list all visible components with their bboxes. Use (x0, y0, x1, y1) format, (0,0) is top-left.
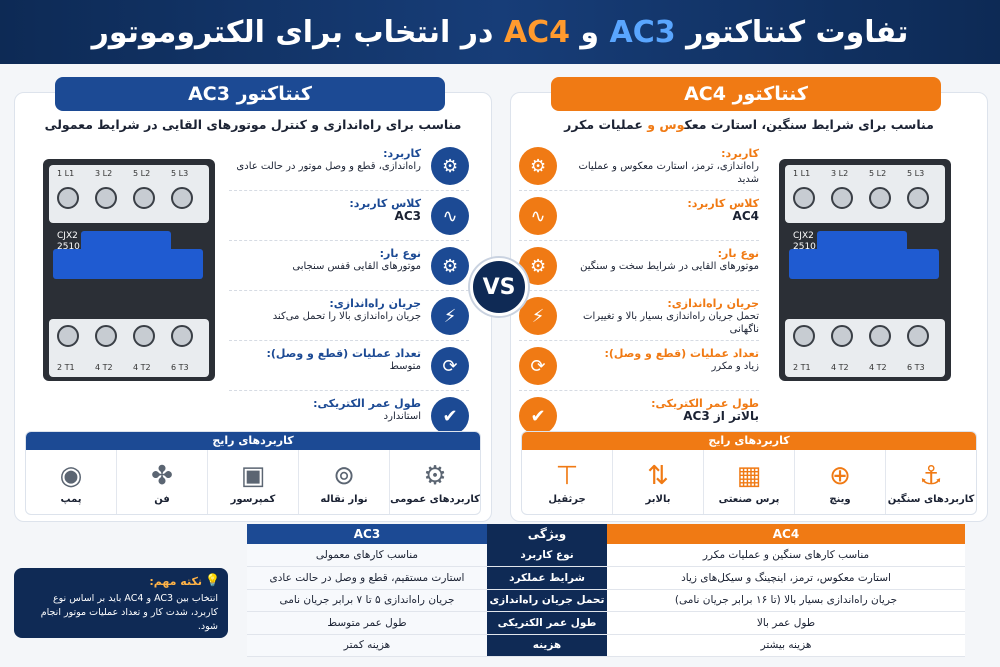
app-winch: ⊕ وینچ (794, 450, 885, 515)
ac3-contactor-image: 1 L1 3 L2 5 L2 5 L3 CJX2 2510 2 T1 4 T2 4 T2 6 T3 (33, 151, 223, 386)
ac3-panel (14, 83, 492, 522)
apps-title: کاربردهای رایج (522, 432, 976, 450)
pump-icon: ◉ (59, 460, 83, 491)
spec-row: ∿ کلاس کاربرد: AC3 (229, 191, 469, 241)
col-ac4: AC4 (607, 524, 965, 544)
table-row: هزینه بیشتر هزینه هزینه کمتر (247, 634, 965, 657)
elevator-icon: ⇅ (647, 460, 669, 491)
table-row: جریان راه‌اندازی بسیار بالا (تا ۱۶ برابر جریان نامی) تحمل جریان راه‌اندازی جریان راه‌اندازی ۵ تا ۷ برابر جریان نامی (247, 589, 965, 612)
hook-icon: ⚓ (919, 460, 943, 491)
motor-icon: ⚙ (423, 460, 447, 491)
col-feature: ویژگی (487, 524, 607, 544)
table-header (247, 524, 965, 544)
spec-row: ⚙ نوع بار: موتورهای القایی در شرایط سخت و سنگین (519, 241, 759, 291)
vs-badge: VS (470, 258, 528, 316)
spec-row: ⚡ جریان راه‌اندازی: تحمل جریان راه‌اندازی بسیار بالا و تغییرات ناگهانی (519, 291, 759, 341)
ac3-heading: کنتاکتور AC3 (55, 77, 445, 111)
lightning-icon: ⚡ (431, 297, 469, 335)
conveyor-icon: ⊚ (333, 460, 355, 491)
app-fan: ✤ فن (116, 450, 207, 515)
app-general: ⚙ کاربردهای عمومی (389, 450, 480, 515)
spec-row: ⟳ تعداد عملیات (قطع و وصل): زیاد و مکرر (519, 341, 759, 391)
waveform-icon: ∿ (519, 197, 557, 235)
title-bar (0, 0, 1000, 64)
app-conveyor: ⊚ نوار نقاله (298, 450, 389, 515)
ac3-subtitle: مناسب برای راه‌اندازی و کنترل موتورهای القایی در شرایط معمولی (44, 117, 462, 132)
lightning-icon: ⚡ (519, 297, 557, 335)
press-icon: ▦ (736, 460, 762, 491)
shield-check-icon: ✔ (431, 397, 469, 435)
apps-title: کاربردهای رایج (26, 432, 480, 450)
spec-row: ⚙ نوع بار: موتورهای القایی قفس سنجابی (229, 241, 469, 291)
spec-row: ⟳ تعداد عملیات (قطع و وصل): متوسط (229, 341, 469, 391)
contactor-label: CJX2 2510 (57, 231, 80, 252)
cycle-icon: ⟳ (519, 347, 557, 385)
table-row: طول عمر بالا طول عمر الکتریکی طول عمر متوسط (247, 612, 965, 635)
comparison-table (247, 524, 965, 658)
note-body: انتخاب بین AC3 و AC4 باید بر اساس نوع کاربرد، شدت کار و تعداد عملیات موتور انجام شود. (40, 593, 218, 632)
crane-icon: ⊤ (555, 460, 579, 491)
motor-icon: ⚙ (431, 247, 469, 285)
ac4-contactor-image: 1 L1 3 L2 5 L2 5 L3 CJX2 2510 2 T1 4 T2 4 T2 6 T3 (769, 151, 959, 386)
ac3-spec-list (229, 141, 469, 441)
ac4-applications (521, 431, 977, 515)
motor-icon: ⚙ (431, 147, 469, 185)
motor-icon: ⚙ (519, 247, 557, 285)
cycle-icon: ⟳ (431, 347, 469, 385)
ac4-heading: کنتاکتور AC4 (551, 77, 941, 111)
shield-check-icon: ✔ (519, 397, 557, 435)
spec-row: ∿ کلاس کاربرد: AC4 (519, 191, 759, 241)
spec-row: ✔ طول عمر الکتریکی: استاندارد (229, 391, 469, 441)
spec-row: ✔ طول عمر الکتریکی: بالاتر از AC3 (519, 391, 759, 441)
compressor-icon: ▣ (240, 460, 266, 491)
app-heavy-duty: ⚓ کاربردهای سنگین (885, 450, 976, 515)
table-row: استارت معکوس، ترمز، اینچینگ و سیکل‌های زیاد شرایط عملکرد استارت مستقیم، قطع و وصل در حالت عادی (247, 567, 965, 590)
note-title: نکته مهم: (149, 575, 202, 588)
contactor-label: CJX2 2510 (793, 231, 816, 252)
lightbulb-icon: 💡 (205, 573, 220, 587)
app-industrial-press: ▦ پرس صنعتی (703, 450, 794, 515)
gear-icon: ⚙ (519, 147, 557, 185)
ac4-subtitle: مناسب برای شرایط سنگین، استارت معکوس و عملیات مکرر (564, 117, 934, 132)
col-ac3: AC3 (247, 524, 487, 544)
spec-row: ⚡ جریان راه‌اندازی: جریان راه‌اندازی بالا را تحمل می‌کند (229, 291, 469, 341)
ac3-applications (25, 431, 481, 515)
app-elevator: ⇅ بالابر (612, 450, 703, 515)
table-row: مناسب کارهای سنگین و عملیات مکرر نوع کاربرد مناسب کارهای معمولی (247, 544, 965, 567)
important-note (14, 568, 228, 638)
waveform-icon: ∿ (431, 197, 469, 235)
page-title: تفاوت کنتاکتور AC3 و AC4 در انتخاب برای الکتروموتور (91, 14, 909, 50)
app-crane: ⊤ جرثقیل (548, 460, 586, 505)
fan-icon: ✤ (151, 460, 173, 491)
app-compressor: ▣ کمپرسور (207, 450, 298, 515)
spec-row: ⚙ کاربرد: راه‌اندازی، ترمز، استارت معکوس و عملیات شدید (519, 141, 759, 191)
spec-row: ⚙ کاربرد: راه‌اندازی، قطع و وصل موتور در حالت عادی (229, 141, 469, 191)
ac4-panel (510, 83, 988, 522)
winch-icon: ⊕ (829, 460, 851, 491)
ac4-spec-list (519, 141, 759, 441)
app-pump: ◉ پمپ (59, 460, 83, 505)
